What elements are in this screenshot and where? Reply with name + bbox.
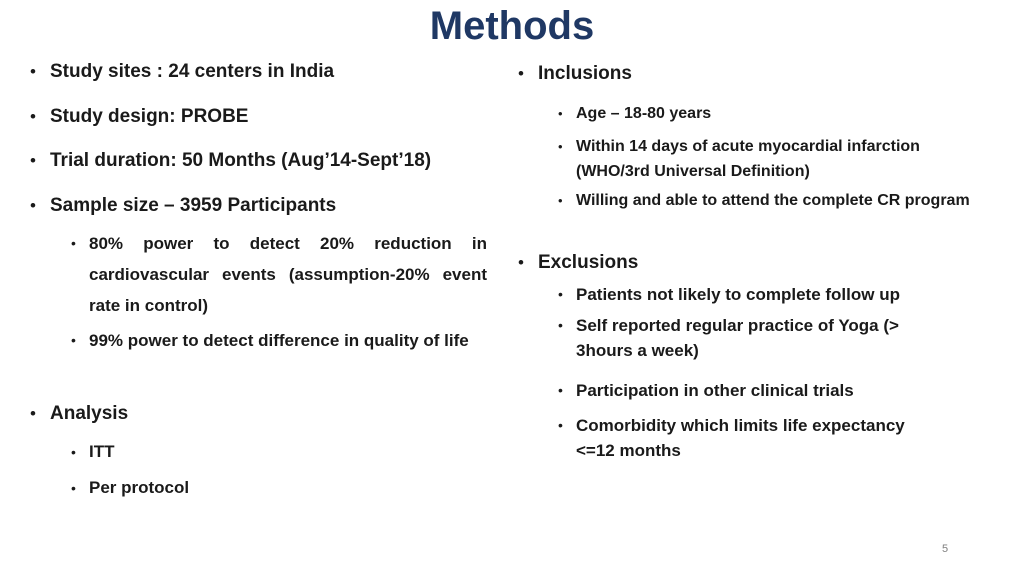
bullet-icon: • [30, 404, 36, 423]
sample-size-text: Sample size – 3959 Participants [50, 195, 337, 216]
inclusion-mi-bullet [558, 134, 976, 184]
inclusion-cr-text: Willing and able to attend the complete CR program [576, 192, 970, 209]
bullet-icon: • [71, 444, 76, 460]
bullet-icon: • [558, 193, 563, 208]
power-cv-text: 80% power to detect 20% reduction in cardiovascular events (assumption-20% event rate in control) [89, 234, 487, 315]
bullet-icon: • [30, 196, 36, 215]
inclusion-age-bullet [558, 101, 712, 126]
study-sites-bullet [30, 60, 335, 84]
bullet-icon: • [558, 417, 563, 433]
bullet-icon: • [558, 382, 563, 398]
bullet-icon: • [30, 107, 36, 126]
exclusion-yoga-text: Self reported regular practice of Yoga (> 3hours a week) [576, 316, 899, 360]
exclusion-comorbidity-bullet [558, 413, 946, 463]
page-number: 5 [941, 543, 949, 555]
bullet-icon: • [71, 332, 76, 348]
exclusion-followup-text: Patients not likely to complete follow up [576, 285, 900, 304]
bullet-icon: • [71, 235, 76, 251]
power-qol-bullet [71, 325, 487, 356]
inclusion-cr-bullet [558, 188, 976, 213]
exclusion-comorbidity-text: Comorbidity which limits life expectancy <=12 months [576, 416, 905, 460]
bullet-icon: • [518, 64, 524, 83]
analysis-bullet [30, 402, 129, 426]
bullet-icon: • [30, 62, 36, 81]
sample-size-bullet [30, 194, 337, 218]
power-cv-bullet [71, 228, 487, 321]
study-sites-text: Study sites : 24 centers in India [50, 61, 335, 82]
power-qol-text: 99% power to detect difference in quality of life [89, 331, 469, 350]
bullet-icon: • [71, 480, 76, 496]
inclusion-age-text: Age – 18-80 years [576, 105, 712, 122]
trial-duration-bullet [30, 149, 432, 173]
study-design-text: Study design: PROBE [50, 106, 249, 127]
bullet-icon: • [558, 286, 563, 302]
inclusions-bullet [518, 62, 632, 86]
bullet-icon: • [30, 151, 36, 170]
itt-text: ITT [89, 442, 115, 461]
exclusion-yoga-bullet [558, 313, 946, 363]
bullet-icon: • [518, 253, 524, 272]
inclusion-mi-text: Within 14 days of acute myocardial infarction (WHO/3rd Universal Definition) [576, 138, 920, 180]
trial-duration-text: Trial duration: 50 Months (Aug’14-Sept’18) [50, 150, 432, 171]
exclusion-trials-bullet [558, 378, 854, 403]
bullet-icon: • [558, 106, 563, 121]
analysis-text: Analysis [50, 403, 129, 424]
exclusion-followup-bullet [558, 282, 900, 307]
slide-title: Methods [429, 4, 595, 48]
itt-bullet [71, 441, 115, 463]
study-design-bullet [30, 105, 249, 129]
bullet-icon: • [558, 139, 563, 154]
exclusion-trials-text: Participation in other clinical trials [576, 381, 854, 400]
exclusions-bullet [518, 251, 639, 275]
bullet-icon: • [558, 317, 563, 333]
per-protocol-bullet [71, 477, 190, 499]
exclusions-heading: Exclusions [538, 252, 639, 273]
per-protocol-text: Per protocol [89, 478, 190, 497]
inclusions-heading: Inclusions [538, 63, 632, 84]
